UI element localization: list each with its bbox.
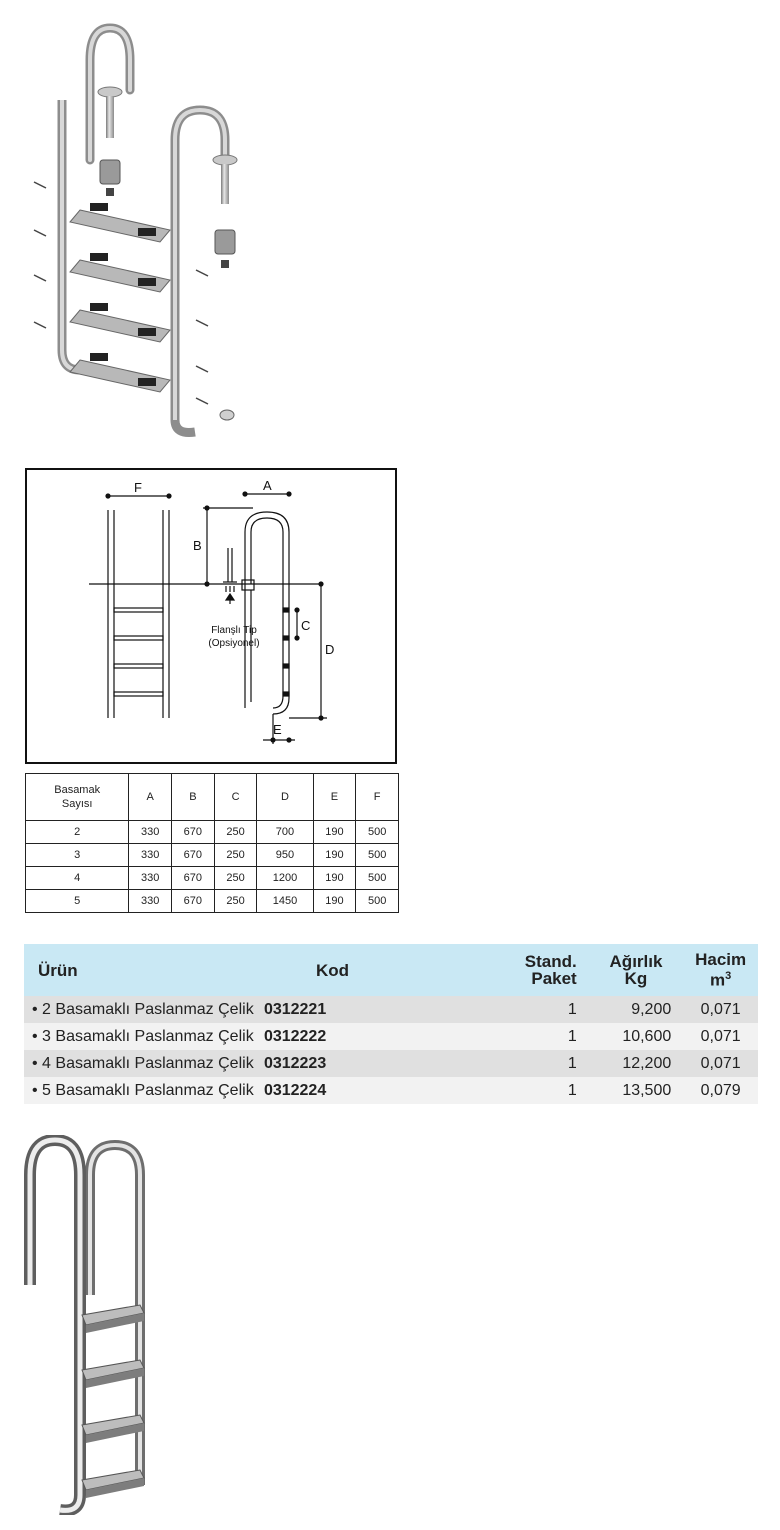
table-cell: 190: [313, 821, 356, 844]
table-row: [26, 890, 399, 913]
header-step-count-line1: Basamak: [54, 784, 101, 796]
header-product: Ürün: [38, 960, 78, 980]
table-cell: 330: [129, 844, 172, 867]
table-cell: 190: [313, 867, 356, 890]
product-volume: 0,071: [700, 1000, 741, 1018]
table-cell: 5: [26, 890, 129, 913]
dimension-label-d: D: [325, 642, 335, 657]
flange-note-line1: Flanşlı Tip: [211, 625, 257, 636]
table-cell: 670: [172, 844, 215, 867]
technical-drawing-lines: [27, 470, 395, 762]
product-volume: 0,071: [700, 1027, 741, 1045]
table-cell: 250: [214, 867, 257, 890]
dimension-table: [25, 773, 399, 913]
table-cell: 1200: [257, 867, 313, 890]
product-package: 1: [567, 1081, 577, 1099]
exploded-view-illustration: [20, 20, 270, 450]
product-name: • 5 Basamaklı Paslanmaz Çelik: [32, 1081, 254, 1099]
table-cell: 250: [214, 844, 257, 867]
table-cell: 670: [172, 890, 215, 913]
product-table: [24, 944, 758, 1104]
table-cell: 950: [257, 844, 313, 867]
table-cell: 500: [356, 867, 399, 890]
table-row: [24, 1050, 758, 1077]
header-volume-unit: [683, 968, 758, 989]
header-step-count-line2: Sayısı: [61, 798, 93, 810]
dimension-label-a: A: [263, 478, 272, 493]
product-package: 1: [567, 1000, 577, 1018]
header-package-line2: Paket: [531, 969, 577, 988]
product-code: 0312222: [263, 1027, 327, 1045]
flange-note-line2: (Opsiyonel): [208, 638, 260, 649]
table-cell: 500: [356, 890, 399, 913]
product-weight: 13,500: [622, 1081, 672, 1099]
table-cell: 500: [356, 821, 399, 844]
table-cell: 670: [172, 867, 215, 890]
table-cell: 190: [313, 890, 356, 913]
product-package: 1: [567, 1027, 577, 1045]
table-cell: 250: [214, 890, 257, 913]
header-code: Kod: [315, 960, 349, 980]
table-row: [26, 821, 399, 844]
product-code: 0312224: [263, 1081, 327, 1099]
header-volume-line1: Hacim: [695, 950, 747, 970]
product-table-header: [24, 944, 758, 996]
product-volume: 0,071: [700, 1054, 741, 1072]
header-a: A: [129, 774, 172, 821]
table-cell: 330: [129, 890, 172, 913]
product-volume: 0,079: [700, 1081, 741, 1099]
product-name: • 2 Basamaklı Paslanmaz Çelik: [32, 1000, 254, 1018]
product-weight: 12,200: [622, 1054, 672, 1072]
technical-drawing: [25, 468, 397, 764]
header-weight-line1: Ağırlık: [609, 952, 663, 971]
volume-unit-text: m: [710, 970, 726, 990]
dimension-label-e: E: [273, 722, 282, 737]
product-weight: 9,200: [631, 1000, 672, 1018]
table-cell: 1450: [257, 890, 313, 913]
dimension-label-f: F: [134, 480, 142, 495]
header-f: F: [356, 774, 399, 821]
header-step-count: [26, 774, 129, 821]
table-row: [26, 844, 399, 867]
product-weight: 10,600: [622, 1027, 672, 1045]
table-row: [24, 1077, 758, 1104]
dimension-label-c: C: [301, 618, 311, 633]
header-package-line1: Stand.: [524, 952, 577, 971]
table-cell: 250: [214, 821, 257, 844]
table-cell: 190: [313, 844, 356, 867]
volume-unit-superscript: 3: [725, 970, 732, 983]
header-package: [486, 944, 589, 996]
header-e: E: [313, 774, 356, 821]
product-code: 0312223: [263, 1054, 327, 1072]
header-weight-line2: Kg: [624, 969, 648, 988]
table-cell: 330: [129, 821, 172, 844]
product-name: • 3 Basamaklı Paslanmaz Çelik: [32, 1027, 254, 1045]
product-package: 1: [567, 1054, 577, 1072]
ladder-product-photo: [20, 1135, 360, 1515]
table-cell: 700: [257, 821, 313, 844]
table-cell: 2: [26, 821, 129, 844]
dimension-label-b: B: [193, 538, 202, 553]
header-b: B: [172, 774, 215, 821]
table-cell: 4: [26, 867, 129, 890]
table-cell: 330: [129, 867, 172, 890]
header-c: C: [214, 774, 257, 821]
dimension-table-header: [26, 774, 399, 821]
table-cell: 3: [26, 844, 129, 867]
header-d: D: [257, 774, 313, 821]
header-volume: [683, 944, 758, 996]
header-weight: [589, 944, 684, 996]
table-row: [24, 996, 758, 1023]
table-cell: 670: [172, 821, 215, 844]
product-code: 0312221: [263, 1000, 327, 1018]
product-name: • 4 Basamaklı Paslanmaz Çelik: [32, 1054, 254, 1072]
table-row: [24, 1023, 758, 1050]
table-row: [26, 867, 399, 890]
table-cell: 500: [356, 844, 399, 867]
flange-note: [199, 624, 269, 650]
